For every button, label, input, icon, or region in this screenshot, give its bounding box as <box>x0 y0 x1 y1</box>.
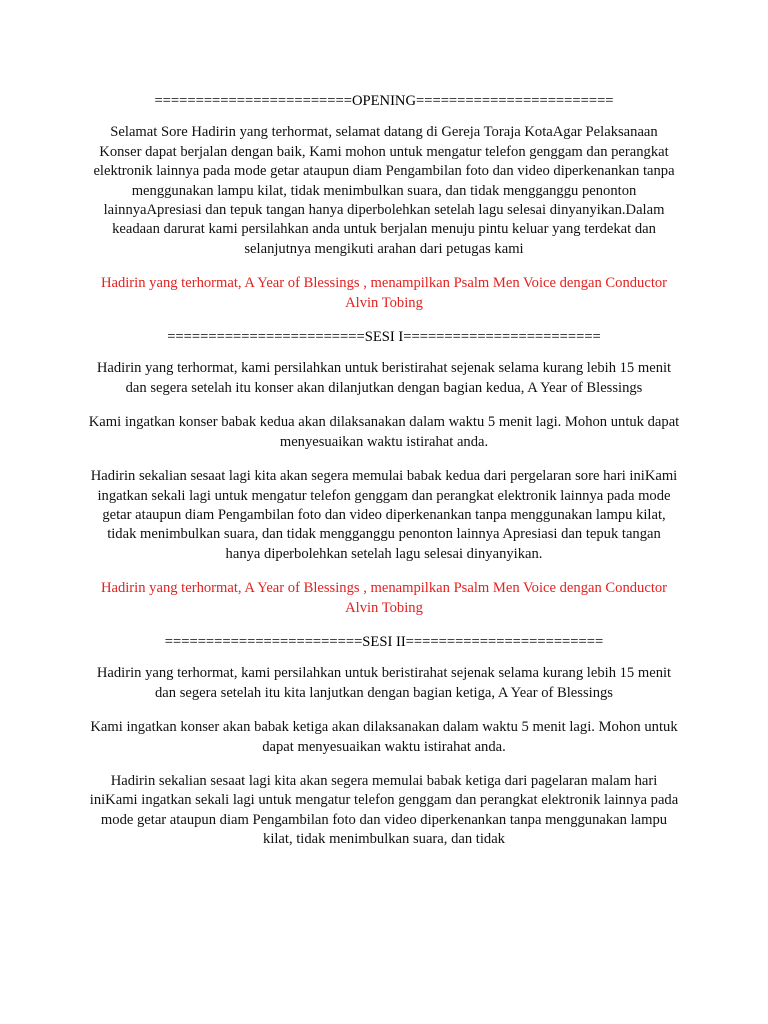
opening-announcement: Selamat Sore Hadirin yang terhormat, selamat datang di Gereja Toraja KotaAgar Pelaksanaan Konser dapat berjalan dengan baik, Kami mohon untuk mengatur telefon genggam dan perangkat elektronik lainnya pada mode getar ataupun diam Pengambilan foto dan video diperkenankan tanpa menggunakan lampu kilat, tidak menimbulkan suara, dan tidak mengganggu penonton lainnyaApresiasi dan tepuk tangan hanya diperbolehkan setelah lagu selesai dinyanyikan.Dalam keadaan darurat kami persilahkan anda untuk berjalan menuju pintu keluar yang terdekat dan selanjutnya mengikuti arahan dari petugas kami <box>93 124 675 257</box>
resume-announcement: Hadirin sekalian sesaat lagi kita akan segera memulai babak kedua dari pergelaran sore hari iniKami ingatkan sekali lagi untuk mengatur telefon genggam dan perangkat elektronik lainnya pada mode getar ataupun diam Pengambilan foto dan video diperkenankan tanpa menggunakan lampu kilat, tidak menimbulkan suara, dan tidak mengganggu penonton lainnya Apresiasi dan tepuk tangan hanya diperbolehkan setelah lagu selesai dinyanyikan. <box>90 468 678 562</box>
performer-introduction: Hadirin yang terhormat, A Year of Blessings , menampilkan Psalm Men Voice dengan Conductor Alvin Tobing <box>100 275 668 311</box>
section-divider-sesi-1: ========================SESI I======================== <box>167 329 601 346</box>
intermission-announcement: Hadirin yang terhormat, kami persilahkan untuk beristirahat sejenak selama kurang lebih 15 menit dan segera setelah itu kita lanjutkan dengan bagian ketiga, A Year of Blessings <box>96 665 672 701</box>
section-divider-sesi-2: ========================SESI II======================== <box>164 633 604 650</box>
section-divider-opening: ========================OPENING======================== <box>154 93 614 109</box>
intermission-reminder: Kami ingatkan konser babak kedua akan dilaksanakan dalam waktu 5 menit lagi. Mohon untuk dapat menyesuaikan waktu istirahat anda. <box>88 414 680 450</box>
document-page <box>88 92 680 865</box>
intermission-announcement: Hadirin yang terhormat, kami persilahkan untuk beristirahat sejenak selama kurang lebih 15 menit dan segera setelah itu konser akan dilanjutkan dengan bagian kedua, A Year of Blessings <box>96 360 672 396</box>
performer-introduction: Hadirin yang terhormat, A Year of Blessings , menampilkan Psalm Men Voice dengan Conductor Alvin Tobing <box>100 580 668 616</box>
intermission-reminder: Kami ingatkan konser akan babak ketiga akan dilaksanakan dalam waktu 5 menit lagi. Mohon untuk dapat menyesuaikan waktu istirahat anda. <box>90 719 678 755</box>
resume-announcement: Hadirin sekalian sesaat lagi kita akan segera memulai babak ketiga dari pagelaran malam hari iniKami ingatkan sekali lagi untuk mengatur telefon genggam dan perangkat elektronik lainnya pada mode getar ataupun diam Pengambilan foto dan video diperkenankan tanpa menggunakan lampu kilat, tidak menimbulkan suara, dan tidak <box>89 772 679 848</box>
